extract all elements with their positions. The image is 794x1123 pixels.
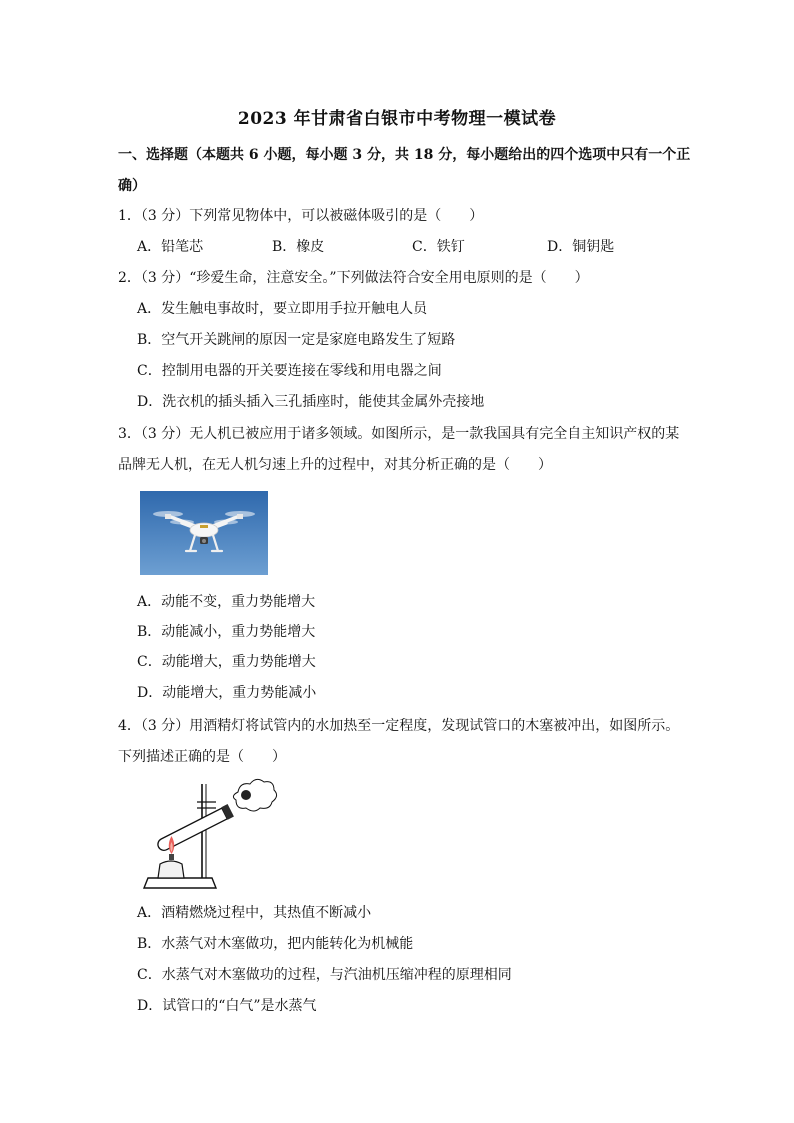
question-3-option-a: A．动能不变，重力势能增大 — [137, 594, 316, 610]
question-2-option-b: B．空气开关跳闸的原因一定是家庭电路发生了短路 — [137, 332, 456, 348]
question-4-option-a: A．酒精燃烧过程中，其热值不断减小 — [137, 905, 372, 921]
question-2-option-c: C．控制用电器的开关要连接在零线和用电器之间 — [137, 363, 442, 379]
question-2-stem: 2．（3 分）“珍爱生命，注意安全。”下列做法符合安全用电原则的是（ ） — [118, 270, 589, 286]
question-3-option-d: D．动能增大，重力势能减小 — [137, 685, 317, 701]
test-tube-apparatus-diagram — [140, 778, 282, 892]
question-4-stem-line1: 4．（3 分）用酒精灯将试管内的水加热至一定程度，发现试管口的木塞被冲出，如图所示。 — [118, 718, 680, 734]
question-1-option-a: A．铅笔芯 — [137, 239, 204, 255]
question-4-option-d: D．试管口的“白气”是水蒸气 — [137, 998, 317, 1014]
section-heading-line2: 确） — [118, 178, 146, 194]
section-heading-line1: 一、选择题（本题共 6 小题，每小题 3 分，共 18 分，每小题给出的四个选项中只有一个正 — [118, 147, 691, 163]
question-1-option-b: B．橡皮 — [272, 239, 325, 255]
question-1-option-c: C．铁钉 — [412, 239, 465, 255]
question-3-option-b: B．动能减小，重力势能增大 — [137, 624, 316, 640]
question-3-stem-line2: 品牌无人机，在无人机匀速上升的过程中，对其分析正确的是（ ） — [118, 457, 552, 473]
question-2-option-d: D．洗衣机的插头插入三孔插座时，能使其金属外壳接地 — [137, 394, 485, 410]
question-1-option-d: D．铜钥匙 — [547, 239, 615, 255]
drone-image — [140, 491, 268, 575]
question-1-stem: 1．（3 分）下列常见物体中，可以被磁体吸引的是（ ） — [118, 208, 484, 224]
question-4-option-c: C．水蒸气对木塞做功的过程，与汽油机压缩冲程的原理相同 — [137, 967, 512, 983]
page-title: 2023 年甘肃省白银市中考物理一模试卷 — [237, 109, 557, 129]
question-4-stem-line2: 下列描述正确的是（ ） — [118, 749, 286, 765]
question-4-option-b: B．水蒸气对木塞做功，把内能转化为机械能 — [137, 936, 414, 952]
question-3-option-c: C．动能增大，重力势能增大 — [137, 654, 316, 670]
question-2-option-a: A．发生触电事故时，要立即用手拉开触电人员 — [137, 301, 428, 317]
question-3-stem-line1: 3．（3 分）无人机已被应用于诸多领域。如图所示，是一款我国具有完全自主知识产权的某 — [118, 426, 680, 442]
